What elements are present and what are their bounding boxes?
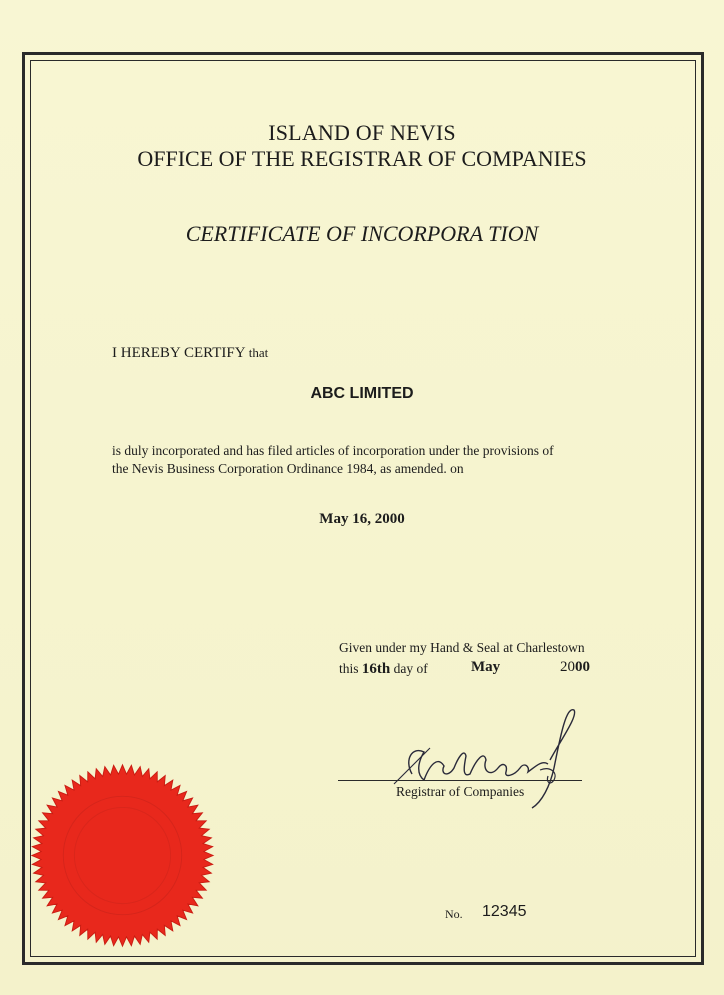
certify-suffix: that <box>248 345 269 360</box>
red-seal <box>30 763 215 948</box>
certificate-number: 12345 <box>482 903 527 920</box>
registrar-signature <box>390 708 590 818</box>
given-day-row <box>339 659 590 678</box>
certify-line <box>112 345 268 362</box>
given-year-suffix: 00 <box>575 659 590 675</box>
body-line-2: the Nevis Business Corporation Ordinance 1984, as amended. on <box>112 461 464 476</box>
given-under-line: Given under my Hand & Seal at Charlestown <box>339 640 585 655</box>
number-label: No. <box>445 907 463 921</box>
certify-main: I HEREBY CERTIFY <box>112 345 245 361</box>
certificate-title: CERTIFICATE OF INCORPORA TION <box>185 221 539 246</box>
body-line-1: is duly incorporated and has filed articles of incorporation under the provisions of <box>112 443 554 458</box>
given-year-prefix: 20 <box>560 659 575 675</box>
given-month: May <box>471 659 501 675</box>
day-of-label: day of <box>393 661 428 676</box>
incorporation-date: May 16, 2000 <box>319 511 405 527</box>
company-name: ABC LIMITED <box>310 385 414 402</box>
header-island: ISLAND OF NEVIS <box>268 120 456 145</box>
given-day: 16th <box>361 661 391 677</box>
this-label: this <box>339 661 359 676</box>
signature-line <box>338 780 582 781</box>
header-office: OFFICE OF THE REGISTRAR OF COMPANIES <box>137 146 587 171</box>
given-year <box>560 659 590 676</box>
registrar-label: Registrar of Companies <box>396 784 525 799</box>
